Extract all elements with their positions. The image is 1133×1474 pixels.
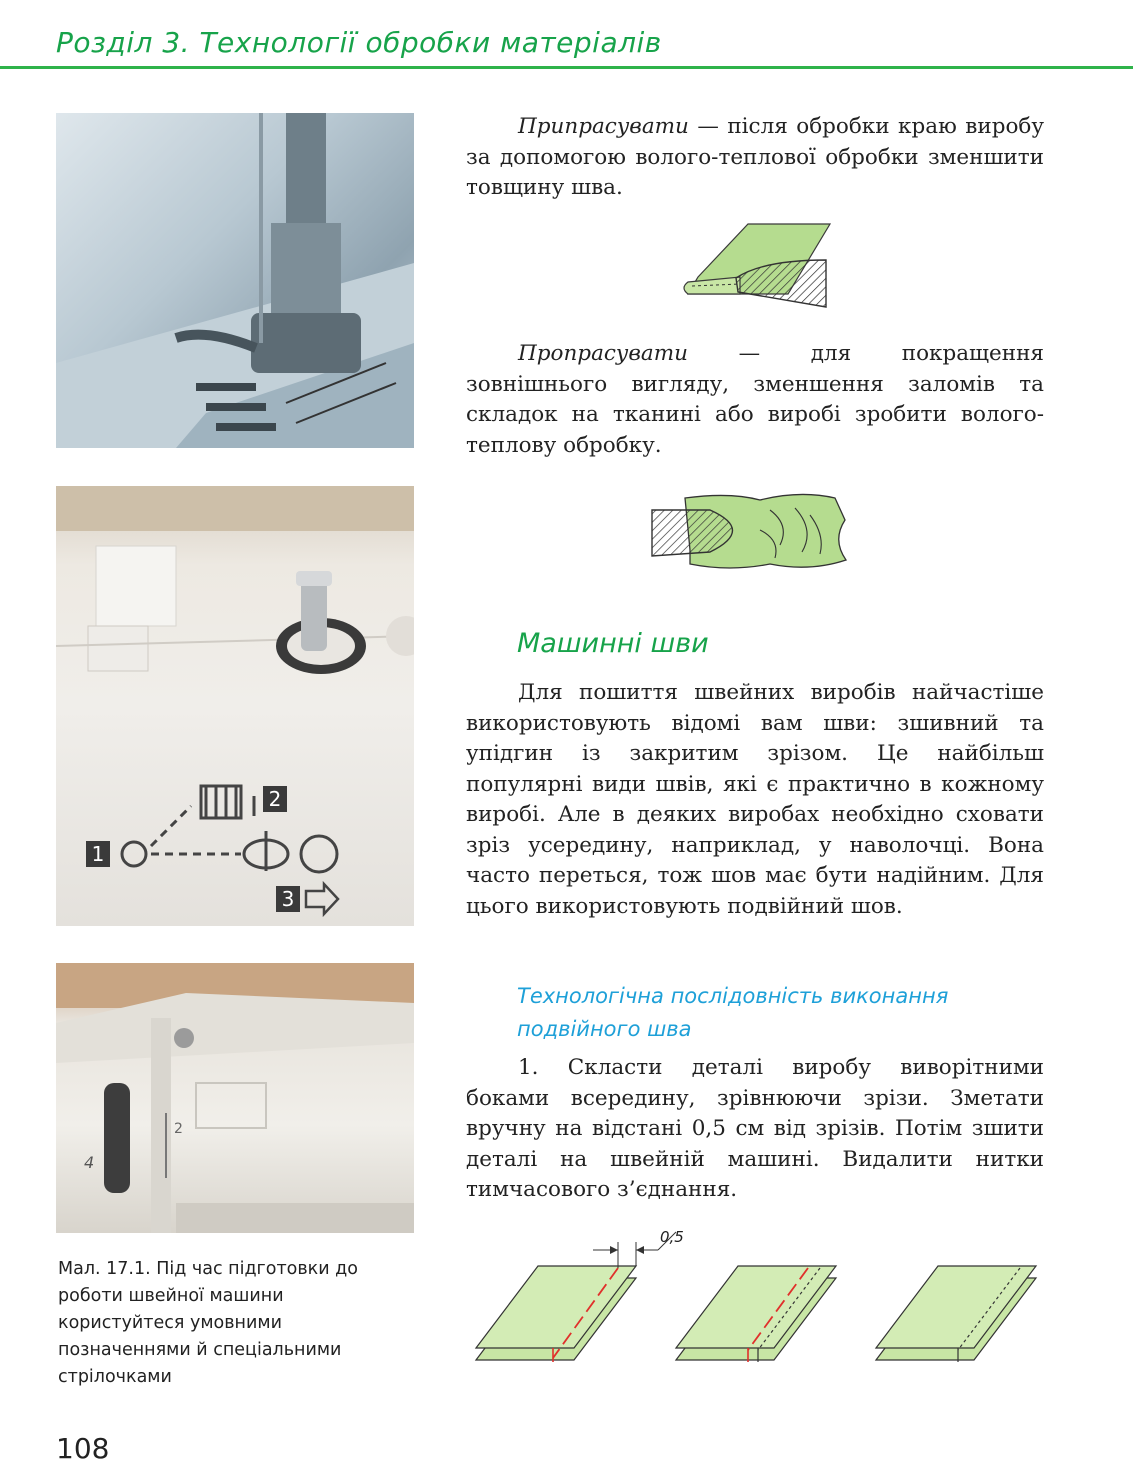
definition-text: — для покращення зовнішнього вигляду, зменшення заломів та складок на тканині або виробі зробити волого-теплову обробку. bbox=[466, 341, 1044, 458]
definition-term: Пропрасувати bbox=[518, 341, 688, 366]
page-number: 108 bbox=[56, 1432, 110, 1465]
photo-bobbin-winder bbox=[56, 486, 414, 926]
seam-step-2-panel bbox=[676, 1266, 836, 1362]
bobbin-winder-illustration bbox=[56, 486, 414, 926]
definition-pripasuvaty bbox=[466, 112, 1044, 204]
step-1-text: 1. Скласти деталі виробу виворітними боками всередину, зрівнюючи зрізи. Зметати вручну на відстані 0,5 см від зрізів. Потім зшити деталі на швейній машині. Видалити нитки тимчасового з’єднання. bbox=[466, 1055, 1044, 1202]
seam-step-3-panel bbox=[876, 1266, 1036, 1362]
definition-propasuvaty bbox=[466, 339, 1044, 461]
presser-foot-illustration bbox=[56, 113, 414, 448]
bobbin-step-3: 3 bbox=[281, 887, 295, 911]
photo-presser-foot bbox=[56, 113, 414, 448]
section-heading: Машинні шви bbox=[517, 628, 709, 659]
bobbin-step-2: 2 bbox=[268, 787, 282, 811]
seam-step-1-panel bbox=[476, 1228, 684, 1362]
iron-pressing-edge-figure bbox=[678, 222, 838, 310]
definition-term: Припрасувати bbox=[518, 114, 689, 139]
figure-caption: Мал. 17.1. Під час підготовки до роботи швейної машини користуйтеся умовними позначеннями й спеціальними стрілочками bbox=[58, 1259, 358, 1387]
section-body bbox=[466, 678, 1044, 922]
photo-threading-path bbox=[56, 963, 414, 1233]
section-body-text: Для пошиття швейних виробів найчастіше використовують відомі вам шви: зшивний та упідгин із закритим зрізом. Це найбільш популярні види швів, які є практично в кожному виробі. Але в деяких виробах необхідно сховати зріз усередину, наприклад, у наволочці. Вона часто переться, тож шов має бути надійним. Для цього використовують подвійний шов. bbox=[466, 680, 1044, 919]
chapter-title: Розділ 3. Технології обробки матеріалів bbox=[56, 26, 662, 59]
bobbin-step-1: 1 bbox=[91, 842, 105, 866]
subsection-step-1 bbox=[466, 1053, 1044, 1206]
iron-pressing-fabric-figure bbox=[650, 490, 868, 574]
threading-step-4: 4 bbox=[84, 1153, 95, 1172]
threading-path-illustration bbox=[56, 963, 414, 1233]
threading-step-2: 2 bbox=[174, 1121, 183, 1137]
seam-dimension-label: 0,5 bbox=[660, 1228, 684, 1246]
subsection-heading: Технологічна послідовність виконання подвійного шва bbox=[517, 984, 949, 1041]
header-rule bbox=[0, 66, 1133, 69]
definition-text: — після обробки краю виробу за допомогою волого-теплової обробки зменшити товщину шва. bbox=[466, 114, 1044, 200]
double-seam-diagram bbox=[468, 1220, 1048, 1380]
